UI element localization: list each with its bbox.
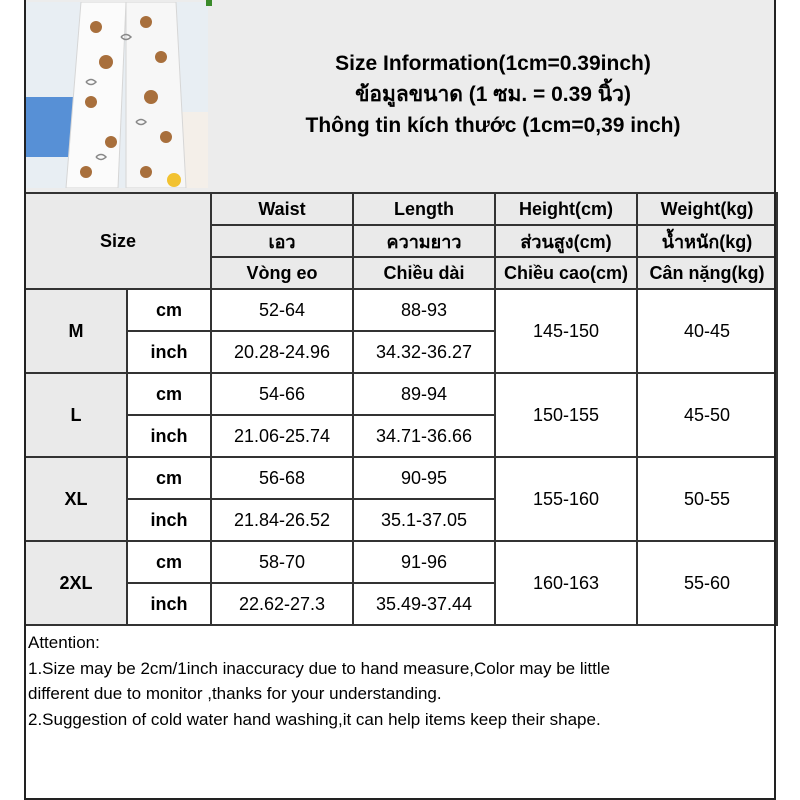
length-inch-m: 34.32-36.27 bbox=[353, 331, 495, 373]
height-l: 150-155 bbox=[495, 373, 637, 457]
col-height-th: ส่วนสูง(cm) bbox=[495, 225, 637, 257]
col-length-th: ความยาว bbox=[353, 225, 495, 257]
size-label-xl: XL bbox=[25, 457, 127, 541]
col-height-vi: Chiều cao(cm) bbox=[495, 257, 637, 289]
waist-cm-m: 52-64 bbox=[211, 289, 353, 331]
waist-cm-l: 54-66 bbox=[211, 373, 353, 415]
title-thai: ข้อมูลขนาด (1 ซม. = 0.39 นิ้ว) bbox=[355, 83, 631, 106]
length-cm-2xl: 91-96 bbox=[353, 541, 495, 583]
height-m: 145-150 bbox=[495, 289, 637, 373]
title-vietnamese: Thông tin kích thước (1cm=0,39 inch) bbox=[305, 114, 681, 137]
weight-m: 40-45 bbox=[637, 289, 777, 373]
attention-line-1: 1.Size may be 2cm/1inch inaccuracy due to hand measure,Color may be little bbox=[28, 658, 611, 678]
outer-frame bbox=[24, 0, 776, 800]
height-2xl: 160-163 bbox=[495, 541, 637, 625]
length-cm-l: 89-94 bbox=[353, 373, 495, 415]
col-weight-th: น้ำหนัก(kg) bbox=[637, 225, 777, 257]
size-label-m: M bbox=[25, 289, 127, 373]
col-height-en: Height(cm) bbox=[495, 193, 637, 225]
col-weight-en: Weight(kg) bbox=[637, 193, 777, 225]
unit-inch: inch bbox=[127, 583, 211, 625]
weight-l: 45-50 bbox=[637, 373, 777, 457]
length-cm-m: 88-93 bbox=[353, 289, 495, 331]
size-label-2xl: 2XL bbox=[25, 541, 127, 625]
size-header: Size bbox=[25, 193, 211, 289]
unit-cm: cm bbox=[127, 289, 211, 331]
unit-inch: inch bbox=[127, 331, 211, 373]
unit-inch: inch bbox=[127, 415, 211, 457]
length-inch-xl: 35.1-37.05 bbox=[353, 499, 495, 541]
col-waist-th: เอว bbox=[211, 225, 353, 257]
length-cm-xl: 90-95 bbox=[353, 457, 495, 499]
waist-cm-xl: 56-68 bbox=[211, 457, 353, 499]
col-waist-en: Waist bbox=[211, 193, 353, 225]
col-length-vi: Chiều dài bbox=[353, 257, 495, 289]
attention-line-3: 2.Suggestion of cold water hand washing,it can help items keep their shape. bbox=[28, 709, 601, 729]
waist-inch-l: 21.06-25.74 bbox=[211, 415, 353, 457]
waist-inch-m: 20.28-24.96 bbox=[211, 331, 353, 373]
unit-cm: cm bbox=[127, 457, 211, 499]
unit-inch: inch bbox=[127, 499, 211, 541]
length-inch-2xl: 35.49-37.44 bbox=[353, 583, 495, 625]
col-weight-vi: Cân nặng(kg) bbox=[637, 257, 777, 289]
length-inch-l: 34.71-36.66 bbox=[353, 415, 495, 457]
height-xl: 155-160 bbox=[495, 457, 637, 541]
unit-cm: cm bbox=[127, 373, 211, 415]
attention-heading: Attention: bbox=[28, 633, 100, 652]
weight-2xl: 55-60 bbox=[637, 541, 777, 625]
waist-inch-xl: 21.84-26.52 bbox=[211, 499, 353, 541]
weight-xl: 50-55 bbox=[637, 457, 777, 541]
attention-line-2: different due to monitor ,thanks for your understanding. bbox=[28, 684, 442, 703]
waist-cm-2xl: 58-70 bbox=[211, 541, 353, 583]
unit-cm: cm bbox=[127, 541, 211, 583]
col-length-en: Length bbox=[353, 193, 495, 225]
size-label-l: L bbox=[25, 373, 127, 457]
col-waist-vi: Vòng eo bbox=[211, 257, 353, 289]
waist-inch-2xl: 22.62-27.3 bbox=[211, 583, 353, 625]
title-english: Size Information(1cm=0.39inch) bbox=[335, 52, 651, 75]
